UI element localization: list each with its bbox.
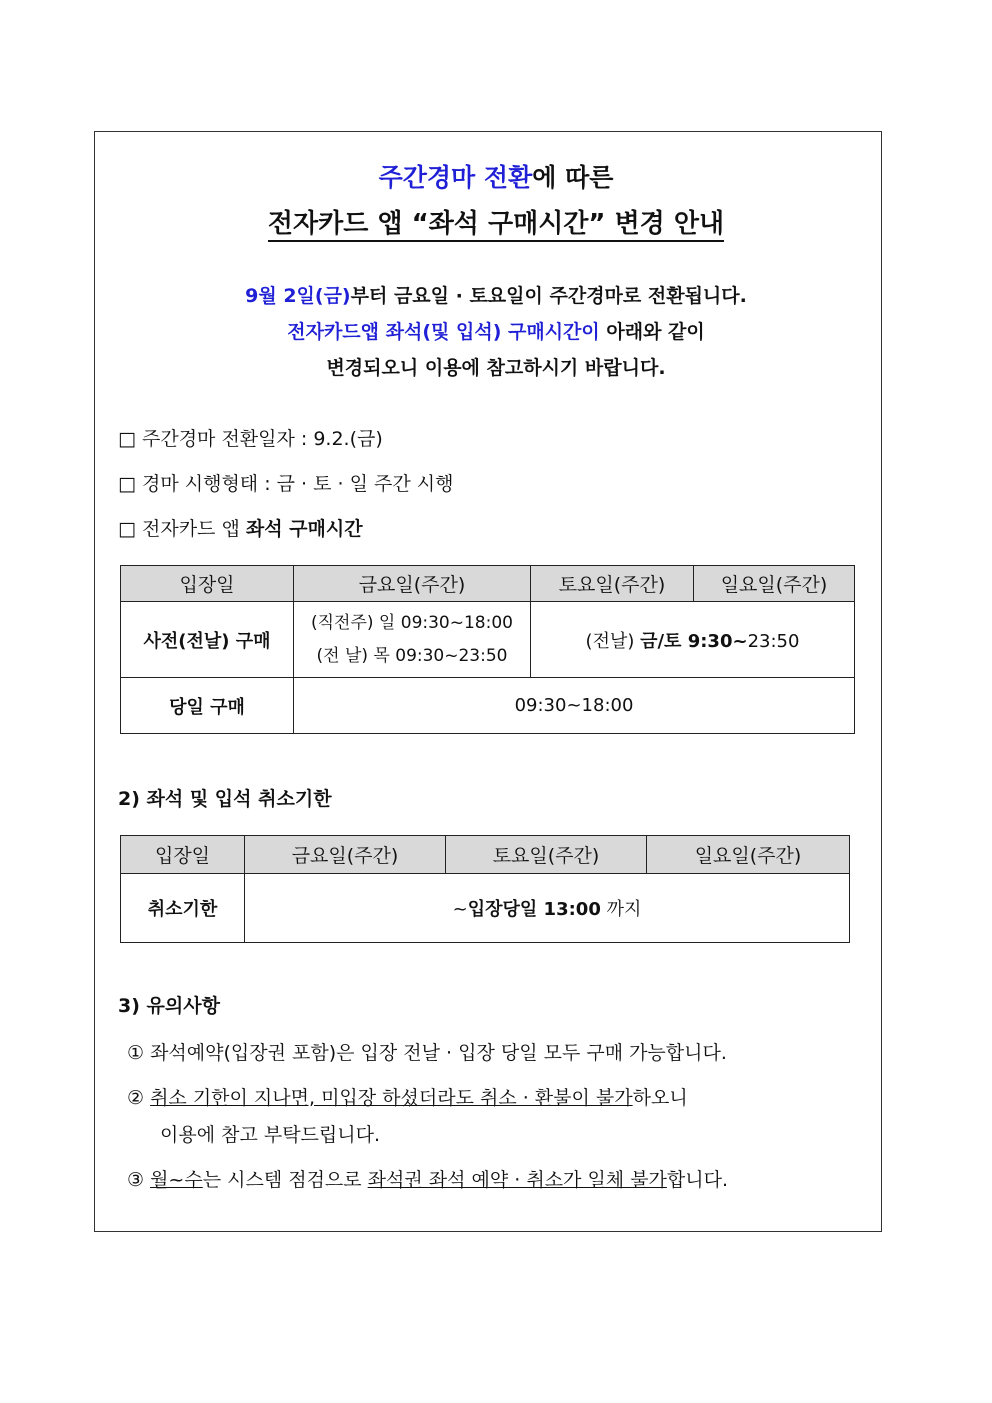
- note-3: ③ 월~수는 시스템 점검으로 좌석권 좌석 예약 · 취소가 일체 불가합니다.: [127, 1169, 729, 1191]
- row-advance-sat-sun: (전날) 금/토 9:30~23:50: [531, 602, 855, 678]
- header-entry-day: 입장일: [121, 566, 294, 602]
- note-2: ② 취소 기한이 지나면, 미입장 하셨더라도 취소 · 환불이 불가하오니: [127, 1087, 688, 1109]
- row-cancel-label: 취소기한: [121, 874, 245, 943]
- item-switch-date: □ 주간경마 전환일자 : 9.2.(금): [118, 428, 383, 450]
- header-sunday: 일요일(주간): [694, 566, 855, 602]
- row-same-day-label: 당일 구매: [121, 678, 294, 734]
- header-friday-2: 금요일(주간): [245, 836, 446, 874]
- header-saturday-2: 토요일(주간): [446, 836, 647, 874]
- intro-line-2: 전자카드앱 좌석(및 입석) 구매시간이 아래와 같이: [287, 321, 705, 343]
- section-cancel-deadline: 2) 좌석 및 입석 취소기한: [118, 788, 332, 810]
- intro-line-1: 9월 2일(금)부터 금요일 · 토요일이 주간경마로 전환됩니다.: [245, 285, 747, 307]
- item-purchase-time: □ 전자카드 앱 좌석 구매시간: [118, 518, 363, 540]
- row-advance-friday: (직전주) 일 09:30~18:00 (전 날) 목 09:30~23:50: [294, 602, 531, 678]
- intro-line-3: 변경되오니 이용에 참고하시기 바랍니다.: [326, 357, 666, 379]
- title-line-2: 전자카드 앱 “좌석 구매시간” 변경 안내: [0, 203, 992, 240]
- header-entry-day-2: 입장일: [121, 836, 245, 874]
- note-1: ① 좌석예약(입장권 포함)은 입장 전날 · 입장 당일 모두 구매 가능합니다.: [127, 1042, 727, 1064]
- row-cancel-value: ~입장당일 13:00 까지: [245, 874, 850, 943]
- item-race-format: □ 경마 시행형태 : 금 · 토 · 일 주간 시행: [118, 473, 454, 495]
- section-notes: 3) 유의사항: [118, 995, 220, 1017]
- row-same-day-value: 09:30~18:00: [294, 678, 855, 734]
- purchase-time-table: [120, 565, 855, 734]
- header-friday: 금요일(주간): [294, 566, 531, 602]
- header-sunday-2: 일요일(주간): [647, 836, 850, 874]
- row-advance-purchase-label: 사전(전날) 구매: [121, 602, 294, 678]
- note-2-line-2: 이용에 참고 부탁드립니다.: [160, 1124, 381, 1146]
- title-line-1: 주간경마 전환에 따른: [378, 163, 614, 192]
- header-saturday: 토요일(주간): [531, 566, 694, 602]
- cancel-deadline-table: [120, 835, 850, 943]
